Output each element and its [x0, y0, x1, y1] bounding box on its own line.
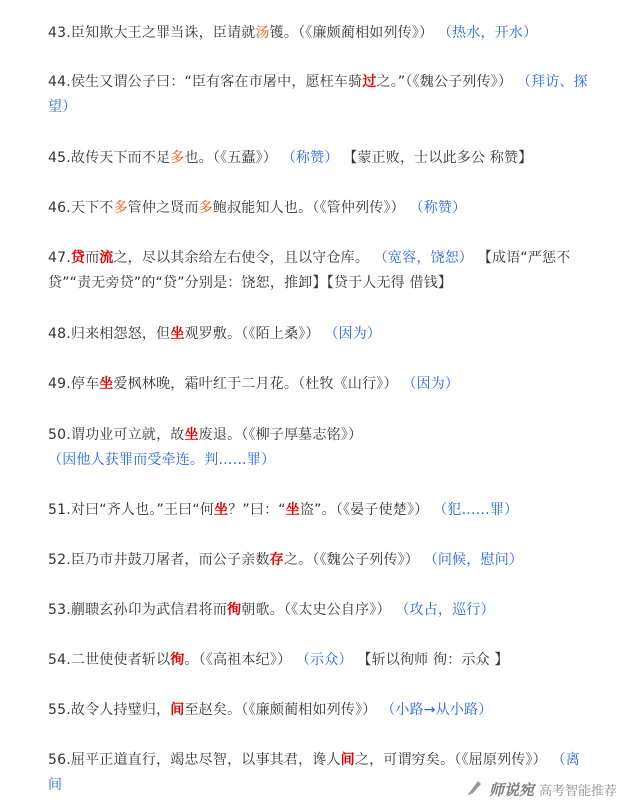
- entry-text: 43.臣知欺大王之罪当诛，臣请就: [48, 25, 256, 41]
- watermark-brand: 师说宛: [489, 780, 535, 799]
- entry-54: [48, 648, 588, 673]
- entry-text: 之，尽以其余给左右使令，且以守仓库。: [113, 250, 374, 266]
- highlight-word: 多: [198, 200, 213, 216]
- gloss: （示众）: [295, 652, 353, 668]
- highlight-word: 存: [269, 552, 284, 568]
- entry-text: 废退。（《柳子厚墓志铭》）: [198, 427, 363, 443]
- gloss: （称赞）: [409, 200, 467, 216]
- highlight-word: 坐: [170, 326, 185, 342]
- gloss: （因他人获罪而受牵连。判……罪）: [48, 452, 276, 468]
- highlight-word: 贷: [70, 250, 86, 266]
- gloss: （因为）: [402, 376, 460, 392]
- entry-text: 48.归来相怨怒，但: [48, 326, 171, 342]
- highlight-word: 徇: [227, 602, 242, 618]
- entry-text: ？”曰：“: [228, 502, 286, 518]
- entry-text: 镬。（《廉颇蔺相如列传》）: [269, 25, 438, 41]
- entry-53: [48, 598, 588, 623]
- highlight-word: 多: [113, 200, 128, 216]
- highlight-word: 坐: [184, 427, 199, 443]
- gloss: （拜访、探望）: [48, 74, 588, 115]
- entry-text: 朝歌。（《太史公自序》）: [241, 602, 396, 618]
- entry-44: [48, 70, 588, 120]
- watermark: [466, 776, 617, 802]
- entry-text: 47.: [48, 250, 71, 266]
- entry-text: 之。”（《魏公子列传》）: [376, 74, 517, 90]
- entry-text: 至赵矣。（《廉颇蔺相如列传》）: [184, 702, 382, 718]
- highlight-word: 坐: [285, 502, 300, 518]
- highlight-word: 过: [362, 74, 377, 90]
- gloss: （攻占，巡行）: [395, 602, 495, 618]
- highlight-word: 间: [340, 752, 355, 768]
- entry-52: [48, 548, 588, 573]
- entry-49: [48, 372, 588, 397]
- highlight-word: 徇: [170, 652, 185, 668]
- gloss: （小路→从小路）: [381, 702, 493, 718]
- entry-text: 之。（《魏公子列传》）: [283, 552, 424, 568]
- entry-text: 44.侯生又谓公子曰：“臣有客在市屠中，愿枉车骑: [48, 74, 363, 90]
- entry-text: 鲍叔能知人也。（《管仲列传》）: [212, 200, 410, 216]
- entry-text: 。（《高祖本纪》）: [184, 652, 296, 668]
- entry-text: 54.二世使使者斩以: [48, 652, 171, 668]
- entry-text: 【斩以徇师 徇：示众 】: [352, 652, 509, 668]
- entry-text: 【成语“严惩不贷”“责无旁贷”的“贷”分别是：饶恕，推卸】【贷于人无得 借钱】: [48, 250, 571, 291]
- entry-text: 56.屈平正道直行，竭忠尽智，以事其君，谗人: [48, 752, 341, 768]
- gloss: （问候，慰问）: [423, 552, 524, 568]
- entry-46: [48, 196, 588, 221]
- gloss: （宽容，饶恕）: [373, 250, 474, 266]
- entry-47: [48, 246, 588, 296]
- entry-text: 55.故令人持璧归，: [48, 702, 171, 718]
- highlight-word: 间: [170, 702, 185, 718]
- highlight-word: 坐: [214, 502, 229, 518]
- highlight-word: 坐: [99, 376, 114, 392]
- entry-text: 【蒙正败，士以此多公 称赞】: [338, 150, 533, 166]
- entry-text: 53.蒯聩玄孙卬为武信君将而: [48, 602, 228, 618]
- entry-43: [48, 21, 588, 46]
- entry-text: 52.臣乃市井鼓刀屠者，而公子亲数: [48, 552, 270, 568]
- highlight-word: 汤: [255, 25, 270, 41]
- entry-text: 爱枫林晚，霜叶红于二月花。（杜牧《山行》）: [113, 376, 403, 392]
- entry-45: [48, 146, 588, 171]
- entry-48: [48, 322, 588, 347]
- highlight-word: 流: [99, 250, 114, 266]
- gloss: （离间: [48, 752, 580, 793]
- entry-text: 盗”。（《晏子使楚》）: [299, 502, 434, 518]
- gloss: （称赞）: [281, 150, 339, 166]
- entry-text: 49.停车: [48, 376, 100, 392]
- entry-55: [48, 698, 588, 723]
- entry-text: 50.谓功业可立就，故: [48, 427, 185, 443]
- entry-text: 45.故传天下而不足: [48, 150, 171, 166]
- highlight-word: 多: [170, 150, 185, 166]
- entry-50: [48, 423, 588, 473]
- gloss: （热水，开水）: [437, 25, 538, 41]
- entry-text: 46.天下不: [48, 200, 114, 216]
- entry-text: 观罗敷。（《陌上桑》）: [184, 326, 325, 342]
- entry-text: 而: [85, 250, 100, 266]
- pen-logo-icon: [466, 778, 484, 800]
- gloss: （因为）: [324, 326, 382, 342]
- entry-text: 也。（《五蠹》）: [184, 150, 282, 166]
- entry-text: 51.对曰“齐人也。”王曰“何: [48, 502, 215, 518]
- gloss: （犯……罪）: [433, 502, 519, 518]
- watermark-text: 高考智能推荐: [539, 783, 618, 799]
- entry-text: 之，可谓穷矣。（《屈原列传》）: [354, 752, 552, 768]
- entry-text: 管仲之贤而: [127, 200, 199, 216]
- entry-51: [48, 498, 588, 523]
